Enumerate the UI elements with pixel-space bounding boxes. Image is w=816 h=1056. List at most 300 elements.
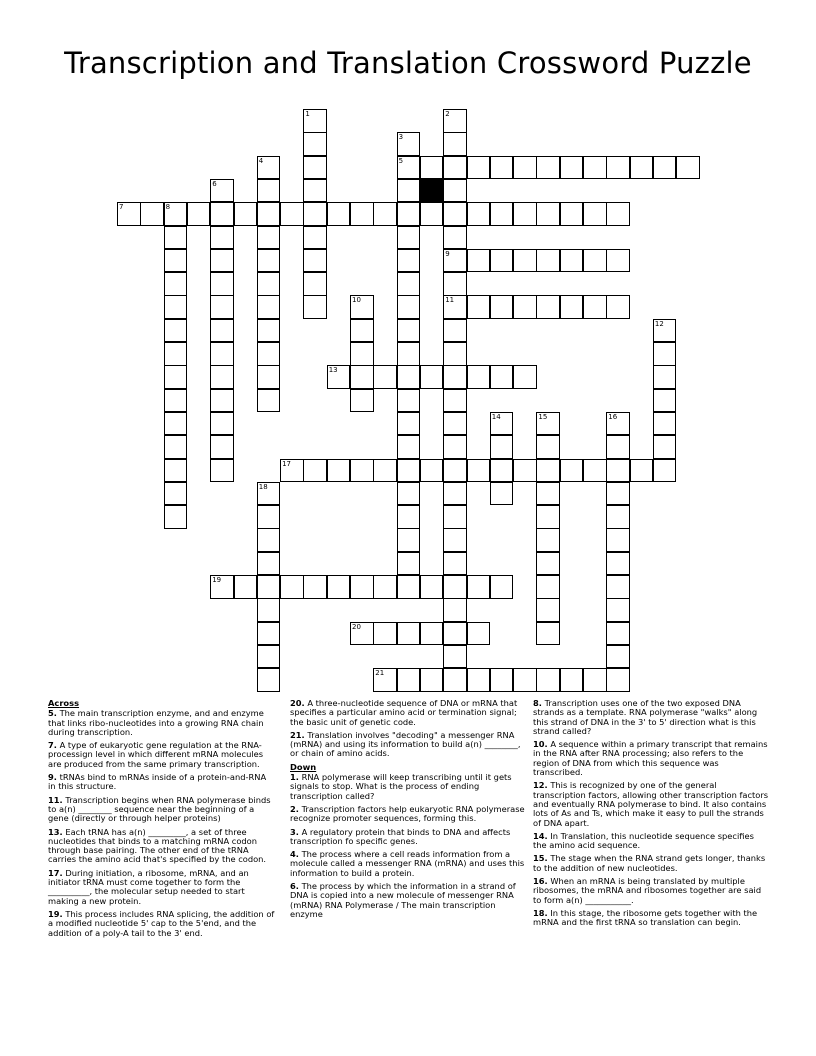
grid-cell[interactable] [583,295,607,319]
grid-cell[interactable] [397,179,421,203]
clue-text: A regulatory protein that binds to DNA and affects transcription fo specific genes. [290,826,511,846]
grid-cell[interactable] [606,645,630,669]
grid-cell[interactable] [373,202,397,226]
grid-cell[interactable] [210,459,234,483]
grid-cell[interactable] [350,365,374,389]
grid-cell[interactable] [560,295,584,319]
clue-number-label: 8. [533,698,542,708]
grid-cell[interactable] [443,319,467,343]
grid-cell[interactable] [164,319,188,343]
grid-cell[interactable] [420,622,444,646]
grid-cell[interactable] [490,668,514,692]
grid-cell[interactable] [350,575,374,599]
grid-cell[interactable] [327,459,351,483]
grid-cell[interactable] [350,342,374,366]
clue-column-3 [533,699,769,932]
grid-cell[interactable] [536,156,560,180]
clue-number: 14 [491,412,501,421]
grid-cell[interactable] [397,505,421,529]
grid-cell[interactable] [397,552,421,576]
grid-cell[interactable] [443,645,467,669]
clue-number: 17 [282,459,292,468]
grid-cell[interactable] [536,412,560,436]
clue-item [48,869,276,906]
grid-cell[interactable] [443,528,467,552]
grid-cell[interactable] [397,365,421,389]
grid-cell[interactable] [350,389,374,413]
grid-cell[interactable] [443,295,467,319]
grid-cell[interactable] [210,249,234,273]
grid-cell[interactable] [373,622,397,646]
grid-cell[interactable] [630,156,654,180]
grid-cell[interactable] [536,505,560,529]
grid-cell[interactable] [257,622,281,646]
grid-cell[interactable] [443,505,467,529]
clue-number-label: 12. [533,780,548,791]
clue-number-label: 15. [533,853,548,864]
grid-cell[interactable] [443,132,467,156]
black-cell [420,179,444,203]
grid-cell[interactable] [443,272,467,296]
grid-cell[interactable] [350,319,374,343]
grid-cell[interactable] [560,249,584,273]
grid-cell[interactable] [164,295,188,319]
grid-cell[interactable] [536,575,560,599]
clue-item [290,773,526,801]
grid-cell[interactable] [257,319,281,343]
grid-cell[interactable] [490,575,514,599]
grid-cell[interactable] [467,365,491,389]
grid-cell[interactable] [397,132,421,156]
grid-cell[interactable] [443,109,467,133]
grid-cell[interactable] [210,226,234,250]
clue-item [290,731,526,759]
grid-cell[interactable] [397,435,421,459]
grid-cell[interactable] [513,459,537,483]
clue-number: 20 [352,622,361,631]
grid-cell[interactable] [653,459,677,483]
grid-cell[interactable] [164,272,188,296]
grid-cell[interactable] [397,459,421,483]
grid-cell[interactable] [164,482,188,506]
grid-cell[interactable] [397,272,421,296]
grid-cell[interactable] [490,459,514,483]
clue-item [48,709,276,737]
grid-cell[interactable] [257,202,281,226]
grid-cell[interactable] [164,249,188,273]
grid-cell[interactable] [420,575,444,599]
grid-cell[interactable] [257,528,281,552]
grid-cell[interactable] [164,342,188,366]
clue-number: 4 [258,156,264,165]
grid-cell[interactable] [443,342,467,366]
grid-cell[interactable] [420,459,444,483]
grid-cell[interactable] [653,156,677,180]
grid-cell[interactable] [373,668,397,692]
grid-cell[interactable] [164,365,188,389]
grid-cell[interactable] [513,365,537,389]
grid-cell[interactable] [606,295,630,319]
grid-cell[interactable] [467,156,491,180]
clue-number: 15 [538,412,548,421]
grid-cell[interactable] [327,365,351,389]
grid-cell[interactable] [443,202,467,226]
grid-cell[interactable] [536,295,560,319]
grid-cell[interactable] [467,459,491,483]
grid-cell[interactable] [536,598,560,622]
grid-cell[interactable] [606,622,630,646]
grid-cell[interactable] [234,202,258,226]
clue-item [533,832,769,851]
grid-cell[interactable] [513,249,537,273]
clue-text: During initiation, a ribosome, mRNA, and an initiator tRNA must come together to form the __________, the molecular setup needed to start making a new protein. [48,867,249,906]
grid-cell[interactable] [443,179,467,203]
grid-cell[interactable] [467,622,491,646]
grid-cell[interactable] [490,365,514,389]
grid-cell[interactable] [397,249,421,273]
grid-cell[interactable] [653,435,677,459]
grid-cell[interactable] [536,202,560,226]
grid-cell[interactable] [280,202,304,226]
grid-cell[interactable] [606,552,630,576]
clue-number-label: 9. [48,772,57,783]
clue-text: This is recognized by one of the general transcription factors, allowing other transcription factors and eventually RNA polymerase to bind. It also contains lots of As and Ts, which make it easy to pull the strands of DNA apart. [533,780,769,828]
clue-item [533,854,769,873]
grid-cell[interactable] [606,598,630,622]
grid-cell[interactable] [303,295,327,319]
grid-cell[interactable] [327,575,351,599]
grid-cell[interactable] [560,156,584,180]
grid-cell[interactable] [257,156,281,180]
grid-cell[interactable] [280,459,304,483]
grid-cell[interactable] [303,109,327,133]
grid-cell[interactable] [303,575,327,599]
grid-cell[interactable] [420,668,444,692]
clue-number: 12 [654,319,664,328]
grid-cell[interactable] [583,459,607,483]
grid-cell[interactable] [397,319,421,343]
clue-text: When an mRNA is being translated by multiple ribosomes, the mRNA and ribosomes together are said to form a(n) ___________. [533,876,762,905]
clue-text: In Translation, this nucleotide sequence specifies the amino acid sequence. [533,830,754,851]
clue-item [48,741,276,769]
clue-column-1 [48,699,276,942]
grid-cell[interactable] [397,528,421,552]
grid-cell[interactable] [490,202,514,226]
grid-cell[interactable] [164,435,188,459]
grid-cell[interactable] [653,319,677,343]
grid-cell[interactable] [210,365,234,389]
clue-number: 21 [375,669,385,678]
grid-cell[interactable] [257,668,281,692]
clue-text: The process where a cell reads information from a molecule called a messenger RNA (mRNA) and uses this information to build a protein. [290,849,525,878]
clue-number-label: 3. [290,826,299,837]
grid-cell[interactable] [467,575,491,599]
grid-cell[interactable] [397,342,421,366]
grid-cell[interactable] [536,668,560,692]
grid-cell[interactable] [164,202,188,226]
grid-cell[interactable] [210,389,234,413]
grid-cell[interactable] [467,249,491,273]
grid-cell[interactable] [397,668,421,692]
grid-cell[interactable] [303,132,327,156]
clue-text: Transcription uses one of the two exposed DNA strands as a template. RNA polymerase "walks" along this strand of DNA in the 3' to 5' direction what is this strand called? [533,698,758,736]
clue-item [533,877,769,905]
clue-number: 2 [445,110,450,118]
grid-cell[interactable] [257,645,281,669]
clue-item [533,781,769,827]
grid-cell[interactable] [210,179,234,203]
grid-cell[interactable] [373,365,397,389]
grid-cell[interactable] [606,505,630,529]
grid-cell[interactable] [257,575,281,599]
grid-cell[interactable] [606,575,630,599]
grid-cell[interactable] [397,575,421,599]
grid-cell[interactable] [513,202,537,226]
grid-cell[interactable] [653,412,677,436]
grid-cell[interactable] [536,459,560,483]
clue-item [290,699,526,727]
clue-number: 1 [305,110,310,118]
grid-cell[interactable] [443,552,467,576]
clue-number: 10 [352,296,361,305]
grid-cell[interactable] [676,156,700,180]
grid-cell[interactable] [606,156,630,180]
grid-cell[interactable] [350,202,374,226]
grid-cell[interactable] [536,249,560,273]
grid-cell[interactable] [513,156,537,180]
clue-item [533,909,769,928]
clue-number-label: 7. [48,740,57,751]
grid-cell[interactable] [187,202,211,226]
grid-cell[interactable] [583,202,607,226]
grid-cell[interactable] [257,505,281,529]
grid-cell[interactable] [536,482,560,506]
clue-number: 11 [445,296,455,305]
grid-cell[interactable] [397,622,421,646]
grid-cell[interactable] [420,365,444,389]
clue-number-label: 11. [48,794,63,805]
grid-cell[interactable] [583,156,607,180]
grid-cell[interactable] [606,668,630,692]
grid-cell[interactable] [536,435,560,459]
grid-cell[interactable] [257,552,281,576]
grid-cell[interactable] [373,575,397,599]
clue-number: 8 [165,203,171,212]
grid-cell[interactable] [257,598,281,622]
grid-cell[interactable] [443,435,467,459]
grid-cell[interactable] [303,226,327,250]
clue-text: Transcription factors help eukaryotic RNA polymerase recognize promoter sequences, forming this. [290,803,525,824]
grid-cell[interactable] [397,202,421,226]
grid-cell[interactable] [397,412,421,436]
grid-cell[interactable] [373,459,397,483]
grid-cell[interactable] [303,156,327,180]
grid-cell[interactable] [606,528,630,552]
grid-cell[interactable] [303,202,327,226]
grid-cell[interactable] [490,412,514,436]
grid-cell[interactable] [164,459,188,483]
grid-cell[interactable] [467,202,491,226]
grid-cell[interactable] [350,459,374,483]
grid-cell[interactable] [257,342,281,366]
clue-item [48,773,276,792]
across-heading: Across [48,698,80,708]
clue-column-2 [290,699,526,923]
grid-cell[interactable] [653,389,677,413]
grid-cell[interactable] [257,482,281,506]
grid-cell[interactable] [234,575,258,599]
grid-cell[interactable] [560,202,584,226]
clue-text: Each tRNA has a(n) _________, a set of three nucleotides that binds to a matching mRNA codon through base pairing. The other end of the tRNA carries the amino acid that's specified by the codon. [48,826,267,865]
clue-number-label: 21. [290,729,305,740]
clue-item [290,882,526,919]
clue-number-label: 10. [533,739,548,750]
grid-cell[interactable] [397,389,421,413]
grid-cell[interactable] [606,249,630,273]
clue-text: Transcription begins when RNA polymerase binds to a(n) ________ sequence near the beginning of a gene (directly or through helper proteins) [48,794,271,824]
grid-cell[interactable] [327,202,351,226]
grid-cell[interactable] [443,249,467,273]
grid-cell[interactable] [210,575,234,599]
grid-cell[interactable] [606,435,630,459]
grid-cell[interactable] [303,459,327,483]
grid-cell[interactable] [536,622,560,646]
grid-cell[interactable] [606,482,630,506]
grid-cell[interactable] [257,389,281,413]
grid-cell[interactable] [443,365,467,389]
grid-cell[interactable] [630,459,654,483]
clue-number-label: 14. [533,830,548,841]
grid-cell[interactable] [513,668,537,692]
grid-cell[interactable] [443,668,467,692]
grid-cell[interactable] [560,668,584,692]
grid-cell[interactable] [397,226,421,250]
grid-cell[interactable] [443,226,467,250]
grid-cell[interactable] [490,249,514,273]
clue-item [290,850,526,878]
grid-cell[interactable] [397,482,421,506]
grid-cell[interactable] [210,272,234,296]
grid-cell[interactable] [443,575,467,599]
clue-item [48,910,276,938]
grid-cell[interactable] [467,668,491,692]
grid-cell[interactable] [164,226,188,250]
clue-item [290,805,526,824]
clue-text: A sequence within a primary transcript that remains in the RNA after RNA processing; also refers to the region of DNA from which this sequence was transcribed. [533,739,768,778]
grid-cell[interactable] [140,202,164,226]
clue-item [533,699,769,736]
clue-text: A three-nucleotide sequence of DNA or mRNA that specifies a particular amino acid or termination signal; the basic unit of genetic code. [290,698,518,727]
clue-number-label: 1. [290,772,299,783]
grid-cell[interactable] [467,295,491,319]
grid-cell[interactable] [536,528,560,552]
grid-cell[interactable] [210,342,234,366]
clue-text: The main transcription enzyme, and and enzyme that links ribo-nucleotides into a growing RNA chain during transcription. [48,708,264,737]
grid-cell[interactable] [606,459,630,483]
grid-cell[interactable] [443,622,467,646]
grid-cell[interactable] [443,598,467,622]
grid-cell[interactable] [443,459,467,483]
clue-text: The process by which the information in a strand of DNA is copied into a new molecule of messenger RNA (mRNA) RNA Polymerase / The main transcription enzyme [290,881,516,919]
grid-cell[interactable] [443,156,467,180]
grid-cell[interactable] [606,202,630,226]
clue-number-label: 16. [533,876,548,887]
grid-cell[interactable] [606,412,630,436]
grid-cell[interactable] [210,412,234,436]
grid-cell[interactable] [583,668,607,692]
clue-item [533,740,769,777]
grid-cell[interactable] [257,249,281,273]
grid-cell[interactable] [164,505,188,529]
grid-cell[interactable] [303,249,327,273]
grid-cell[interactable] [443,412,467,436]
clue-number-label: 6. [290,881,299,892]
grid-cell[interactable] [257,226,281,250]
clue-number-label: 19. [48,908,63,919]
page-title: Transcription and Translation Crossword Puzzle [64,46,752,80]
grid-cell[interactable] [513,295,537,319]
clue-number: 6 [212,179,217,188]
grid-cell[interactable] [560,459,584,483]
grid-cell[interactable] [653,342,677,366]
grid-cell[interactable] [443,482,467,506]
clue-number-label: 2. [290,803,299,814]
clue-item [48,828,276,865]
grid-cell[interactable] [350,622,374,646]
clue-number: 19 [212,576,222,584]
grid-cell[interactable] [210,319,234,343]
grid-cell[interactable] [164,389,188,413]
grid-cell[interactable] [443,389,467,413]
grid-cell[interactable] [210,435,234,459]
clue-item [290,828,526,847]
grid-cell[interactable] [257,365,281,389]
grid-cell[interactable] [397,295,421,319]
grid-cell[interactable] [117,202,141,226]
grid-cell[interactable] [257,179,281,203]
clue-number: 7 [119,203,124,212]
grid-cell[interactable] [490,482,514,506]
clue-text: The stage when the RNA strand gets longer, thanks to the addition of new nucleotides. [533,853,766,873]
grid-cell[interactable] [257,272,281,296]
grid-cell[interactable] [210,202,234,226]
grid-cell[interactable] [536,552,560,576]
grid-cell[interactable] [653,365,677,389]
grid-cell[interactable] [280,575,304,599]
grid-cell[interactable] [164,412,188,436]
clue-text: tRNAs bind to mRNAs inside of a protein-and-RNA in this structure. [48,772,267,792]
grid-cell[interactable] [397,156,421,180]
clue-number-label: 5. [48,708,57,719]
grid-cell[interactable] [490,156,514,180]
grid-cell[interactable] [303,272,327,296]
grid-cell[interactable] [420,156,444,180]
grid-cell[interactable] [583,249,607,273]
grid-cell[interactable] [420,202,444,226]
grid-cell[interactable] [210,295,234,319]
grid-cell[interactable] [490,435,514,459]
clue-number-label: 13. [48,826,63,837]
clue-text: In this stage, the ribosome gets together with the mRNA and the first tRNA so translation can begin. [533,907,758,928]
grid-cell[interactable] [257,295,281,319]
grid-cell[interactable] [490,295,514,319]
clue-number: 18 [258,482,268,491]
grid-cell[interactable] [303,179,327,203]
grid-cell[interactable] [350,295,374,319]
down-heading: Down [290,761,317,772]
clue-text: This process includes RNA splicing, the addition of a modified nucleotide 5' cap to the 5'end, and the addition of a poly-A tail to the 3' end. [48,908,275,938]
clue-number-label: 4. [290,849,299,860]
